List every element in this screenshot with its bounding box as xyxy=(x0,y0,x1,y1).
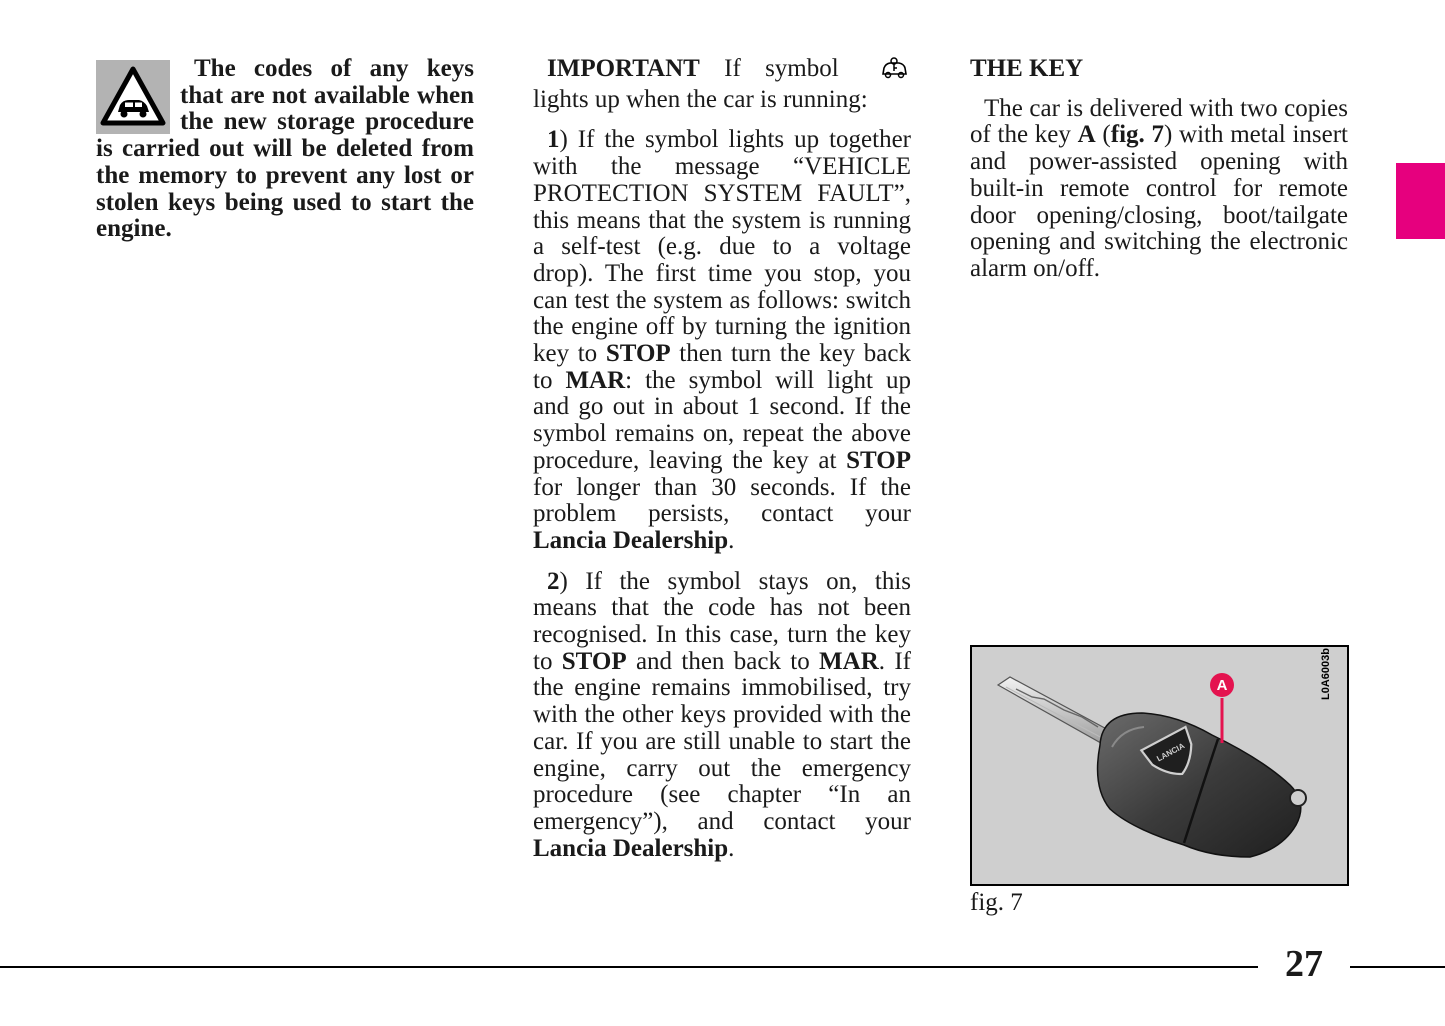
callout-a xyxy=(1210,673,1234,743)
item-2-bold: STOP xyxy=(561,647,627,675)
key-text: ) with metal insert and power-assisted opening with built-in remote control for remote door opening/closing, boot/tailgate opening and switching the electronic alarm on/off. xyxy=(970,121,1349,282)
page-number: 27 xyxy=(1285,943,1323,985)
important-label: IMPORTANT xyxy=(547,55,700,82)
item-1-bold: STOP xyxy=(846,446,911,474)
key-column xyxy=(970,56,1348,283)
figure-key xyxy=(970,645,1349,886)
item-2 xyxy=(533,569,911,863)
item-2-text: . If the engine remains immobilised, try with the other keys provided with the car. If you are still unable to start the engine, carry out the emergency procedure (see chapter “In an emergency”), and contact your xyxy=(533,647,911,835)
key-paragraph xyxy=(970,96,1348,283)
important-text-pre: If symbol xyxy=(699,55,863,82)
item-2-number: 2 xyxy=(547,567,560,595)
warning-text: The codes of any keys that are not available when the new storage procedure is carried out will be deleted from the memory to prevent any lost or stolen keys being used to start the engine. xyxy=(96,55,474,243)
footer-rule xyxy=(1350,966,1445,968)
item-1-bold: STOP xyxy=(605,340,671,368)
key-text: ( xyxy=(1095,121,1111,149)
key-blade xyxy=(998,677,1114,747)
warning-note xyxy=(96,56,474,243)
item-1-number: 1 xyxy=(547,126,560,154)
item-2-text: . xyxy=(728,834,735,862)
item-1-bold: Lancia Dealership xyxy=(533,526,729,554)
item-1-text: ) If the symbol lights up together with the message “VEHICLE PROTECTION SYSTEM FAULT”, this means that the system is running a self-test (e.g. due to a voltage drop). The first time you stop, you can test the system as follows: switch the engine off by turning the ignition key to xyxy=(533,126,911,368)
important-text-post: lights up when the car is running: xyxy=(533,85,868,113)
key-bold: A xyxy=(1077,121,1096,149)
important-paragraph xyxy=(533,56,911,113)
item-2-bold: MAR xyxy=(819,647,879,675)
item-2-text: and then back to xyxy=(626,647,820,675)
key-illustration xyxy=(972,647,1347,884)
item-1-text: : the symbol will light up and go out in about 1 second. If the symbol remains on, repeat the above procedure, leaving the key at xyxy=(533,366,911,474)
item-1-text: then turn the key back to xyxy=(533,340,911,394)
figure-code: L0A6003b xyxy=(1320,648,1332,700)
item-1-text: for longer than 30 seconds. If the problem persists, contact your xyxy=(533,473,911,528)
item-1 xyxy=(533,127,911,554)
immobiliser-key-car-icon xyxy=(865,56,909,87)
figure-caption: fig. 7 xyxy=(970,889,1023,916)
logo-text: LANCIA xyxy=(1155,741,1187,764)
warning-triangle-car-icon xyxy=(96,60,170,134)
immobiliser-column xyxy=(533,56,911,862)
callout-label: A xyxy=(1216,677,1228,694)
key-fob xyxy=(1098,713,1306,857)
item-2-bold: Lancia Dealership xyxy=(533,834,729,862)
item-2-text: ) If the symbol stays on, this means that the code has not been recognised. In this case, turn the key to xyxy=(533,567,911,675)
section-heading: THE KEY xyxy=(970,55,1084,82)
key-text: The car is delivered with two copies of the key xyxy=(970,94,1348,149)
item-1-bold: MAR xyxy=(565,366,626,394)
section-tab xyxy=(1396,163,1445,239)
figure-reference: fig. 7 xyxy=(1110,121,1164,149)
item-1-text: . xyxy=(728,526,735,554)
footer-rule xyxy=(0,966,1258,968)
